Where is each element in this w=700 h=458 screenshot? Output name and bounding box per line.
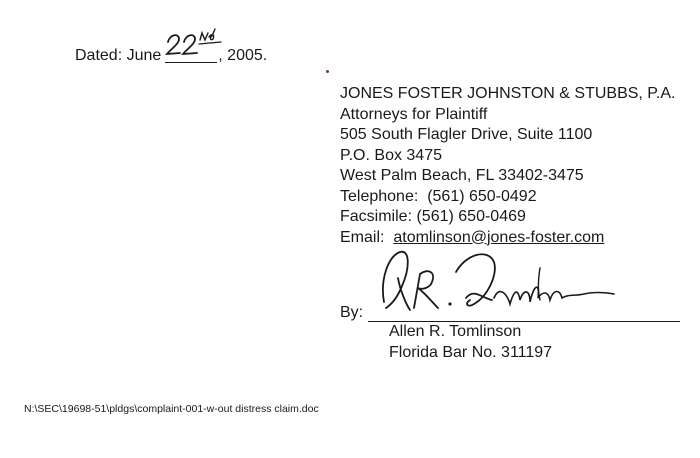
handwritten-day-mark	[165, 28, 227, 62]
firm-block	[340, 84, 675, 248]
bar-number: Florida Bar No. 311197	[389, 343, 553, 361]
day-blank	[165, 44, 217, 63]
email-link[interactable]: atomlinson@jones-foster.com	[393, 228, 605, 246]
address-line-3: West Palm Beach, FL 33402-3475	[340, 167, 584, 184]
signer-name: Allen R. Tomlinson	[389, 323, 522, 340]
firm-name: JONES FOSTER JOHNSTON & STUBBS, P.A.	[340, 85, 676, 102]
email-label: Email:	[340, 228, 385, 246]
handwritten-signature	[370, 238, 620, 323]
signer-block	[389, 322, 552, 363]
facsimile-label: Facsimile:	[340, 208, 413, 225]
dated-prefix: Dated: June	[75, 47, 162, 64]
firm-role: Attorneys for Plaintiff	[340, 105, 488, 123]
facsimile-value: (561) 650-0469	[416, 208, 526, 225]
by-label: By:	[340, 304, 364, 321]
dated-suffix: , 2005.	[218, 47, 268, 64]
address-line-2: P.O. Box 3475	[340, 146, 442, 164]
address-line-1: 505 South Flagler Drive, Suite 1100	[340, 126, 593, 143]
telephone-line	[340, 187, 675, 208]
stray-ink-dot	[326, 70, 329, 73]
file-path-footer: N:\SEC\19698-51\pldgs\complaint-001-w-out distress claim.doc	[24, 403, 319, 415]
telephone-label: Telephone:	[340, 187, 419, 205]
dated-line	[75, 44, 267, 65]
telephone-value: (561) 650-0492	[427, 187, 537, 205]
facsimile-line	[340, 207, 675, 228]
